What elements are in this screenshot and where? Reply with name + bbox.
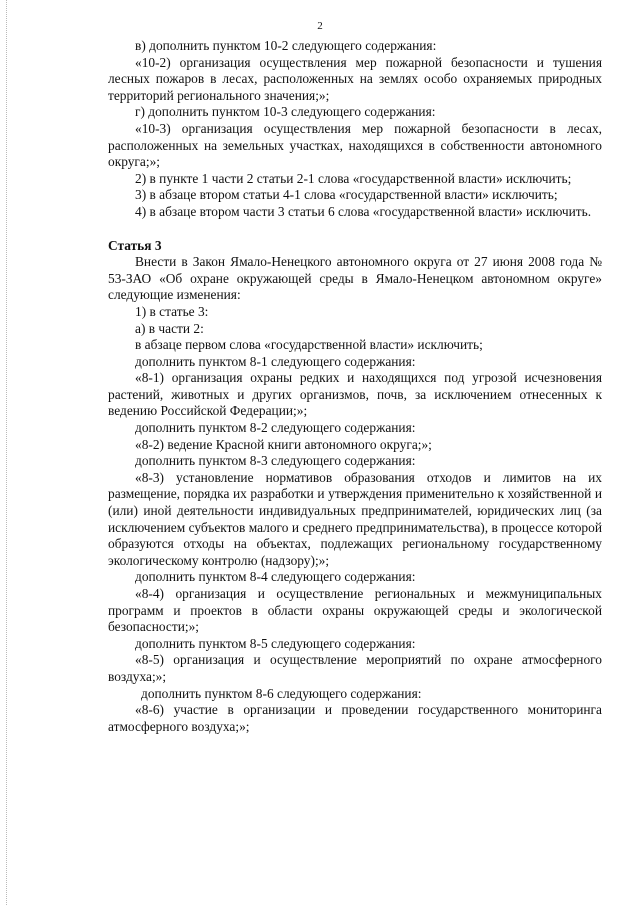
paragraph: «8-1) организация охраны редких и находящихся под угрозой исчезновения растений, животных и других организмов, почв, за исключением отнесенных к ведению Российской Федерации;»; <box>108 370 602 419</box>
paragraph: в) дополнить пунктом 10-2 следующего содержания: <box>135 38 437 53</box>
paragraph: дополнить пунктом 8-2 следующего содержания: <box>135 420 416 436</box>
paragraph: «8-3) установление нормативов образования отходов и лимитов на их размещение, порядка их разработки и утверждения применительно к хозяйственной и (или) иной деятельности индивидуальных предпринимателей, юридических лиц (за исключением субъектов малого и среднего предпринимательства), в процессе которой образуются отходы на объектах, подлежащих региональному государственному экологическому контролю (надзору);»; <box>108 469 602 568</box>
paragraph: дополнить пунктом 8-6 следующего содержания: <box>141 685 422 701</box>
paragraph: Внести в Закон Ямало-Ненецкого автономного округа от 27 июня 2008 года № 53-ЗАО «Об охране окружающей среды в Ямало-Ненецком автономном округе» следующие изменения: <box>108 254 602 303</box>
paragraph: «8-5) организация и осуществление мероприятий по охране атмосферного воздуха;»; <box>108 652 602 684</box>
paragraph: 3) в абзаце втором статьи 4-1 слова «государственной власти» исключить; <box>135 187 558 203</box>
paragraph: дополнить пунктом 8-5 следующего содержания: <box>135 635 416 651</box>
paragraph: а) в части 2: <box>135 320 204 336</box>
paragraph: дополнить пунктом 8-3 следующего содержания: <box>135 453 416 469</box>
paragraph: 1) в статье 3: <box>135 303 209 319</box>
paragraph: в абзаце первом слова «государственной власти» исключить; <box>135 337 483 353</box>
paragraph: «10-3) организация осуществления мер пожарной безопасности в лесах, расположенных на земельных участках, находящихся в собственности автономного округа;»; <box>108 120 602 170</box>
page-number: 2 <box>317 20 323 32</box>
paragraph: «8-6) участие в организации и проведении государственного мониторинга атмосферного воздуха;»; <box>108 702 602 734</box>
paragraph: 2) в пункте 1 части 2 статьи 2-1 слова «государственной власти» исключить; <box>135 170 572 186</box>
scan-edge-line <box>6 0 8 905</box>
paragraph: дополнить пунктом 8-4 следующего содержания: <box>135 569 416 585</box>
paragraph: дополнить пунктом 8-1 следующего содержания: <box>135 353 416 369</box>
article-heading: Статья 3 <box>108 237 162 253</box>
paragraph: «10-2) организация осуществления мер пожарной безопасности и тушения лесных пожаров в лесах, расположенных на землях особо охраняемых природных территорий регионального значения;»; <box>108 54 602 103</box>
paragraph: г) дополнить пунктом 10-3 следующего содержания: <box>135 104 436 120</box>
paragraph: 4) в абзаце втором части 3 статьи 6 слова «государственной власти» исключить. <box>135 203 592 219</box>
paragraph: «8-2) ведение Красной книги автономного округа;»; <box>135 436 432 452</box>
document-body <box>108 38 602 735</box>
paragraph: «8-4) организация и осуществление региональных и межмуниципальных программ и проектов в области охраны окружающей среды и экологической безопасности;»; <box>108 586 602 635</box>
